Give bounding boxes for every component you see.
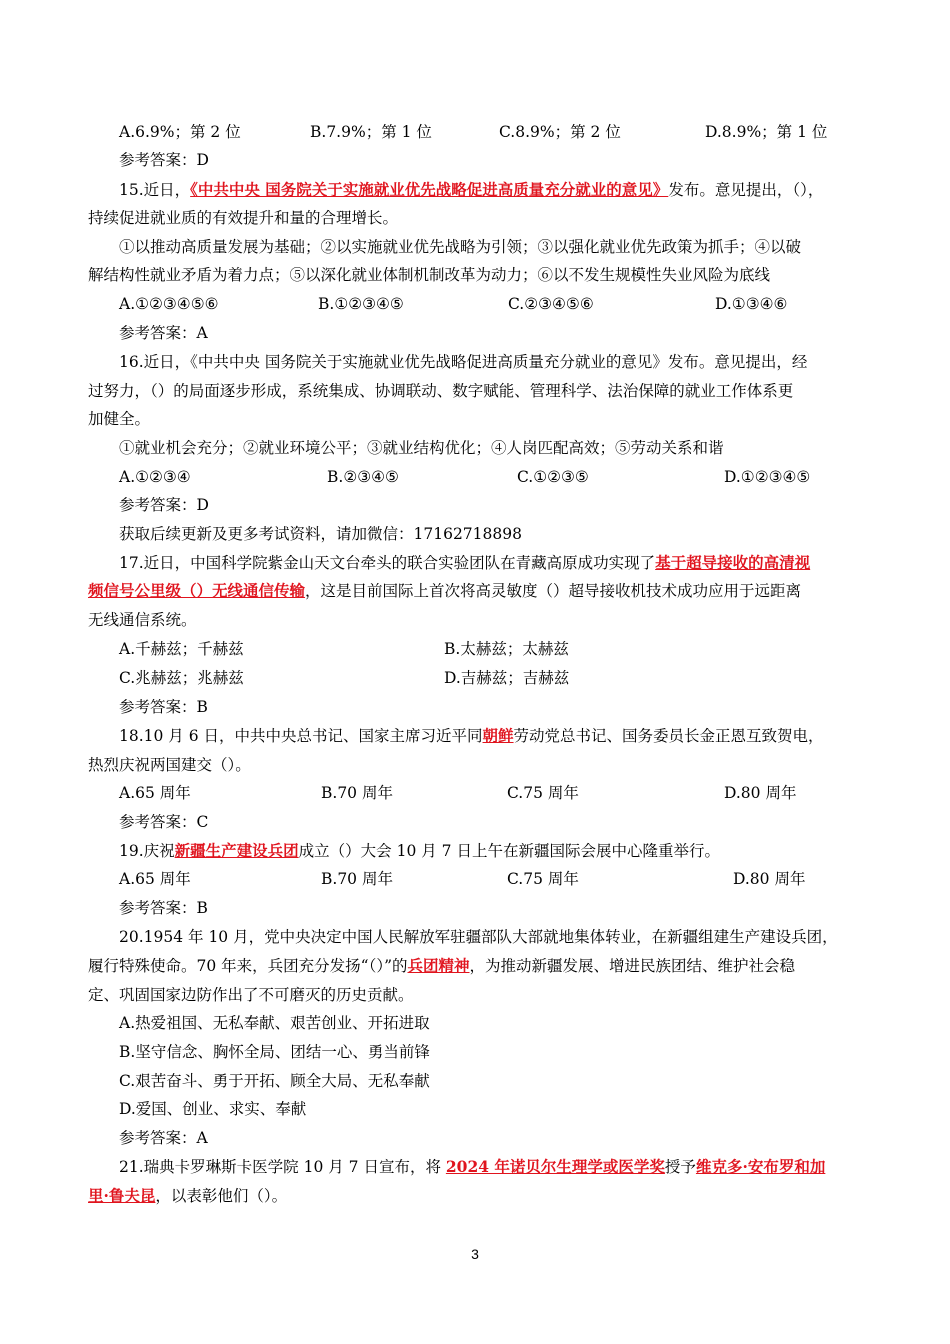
- q20-answer: 参考答案：A: [119, 1129, 208, 1147]
- q18-highlight: 朝鲜: [482, 726, 514, 745]
- q17-option-d: D.吉赫兹；吉赫兹: [444, 669, 570, 687]
- q14-option-a: A.6.9%；第 2 位: [119, 123, 241, 141]
- q19-prefix: 19.庆祝: [119, 842, 175, 860]
- q16-items: ①就业机会充分；②就业环境公平；③就业结构优化；④人岗匹配高效；⑤劳动关系和谐: [119, 439, 724, 457]
- q15-option-c: C.②③④⑤⑥: [508, 295, 594, 313]
- page-number: 3: [471, 1246, 479, 1262]
- q15-suffix: 发布。意见提出，（），: [668, 181, 824, 199]
- q19-option-d: D.80 周年: [733, 870, 806, 888]
- q21-highlight-names-part2: 里·鲁夫昆: [88, 1186, 156, 1205]
- q21-mid: 授予: [664, 1158, 696, 1176]
- q20-highlight: 兵团精神: [407, 956, 470, 975]
- q18-prefix: 18.10 月 6 日，中共中央总书记、国家主席习近平同: [119, 727, 483, 745]
- q21-prefix: 21.瑞典卡罗琳斯卡医学院 10 月 7 日宣布，将: [119, 1158, 446, 1176]
- q17-option-a: A.千赫兹；千赫兹: [119, 640, 244, 658]
- q19-option-c: C.75 周年: [507, 870, 579, 888]
- q15-line2: 持续促进就业质的有效提升和量的合理增长。: [88, 209, 399, 227]
- q21-highlight-prize: 2024 年诺贝尔生理学或医学奖: [445, 1157, 665, 1176]
- q19-line1: [119, 841, 720, 861]
- q20-option-a: A.热爱祖国、无私奉献、艰苦创业、开拓进取: [119, 1014, 430, 1032]
- q19-option-a: A.65 周年: [119, 870, 191, 888]
- q16-option-a: A.①②③④: [119, 468, 191, 486]
- q20-line1: 20.1954 年 10 月，党中央决定中国人民解放军驻疆部队大部就地集体转业，在新疆组建生产建设兵团，: [119, 928, 838, 946]
- q17-line3: 无线通信系统。: [88, 611, 197, 629]
- q15-option-d: D.①③④⑥: [715, 295, 788, 313]
- q20-option-c: C.艰苦奋斗、勇于开拓、顾全大局、无私奉献: [119, 1072, 430, 1090]
- q19-highlight: 新疆生产建设兵团: [174, 841, 299, 860]
- q21-highlight-names-part1: 维克多·安布罗和加: [695, 1157, 826, 1176]
- q18-line2: 热烈庆祝两国建交（）。: [88, 756, 251, 774]
- q15-option-a: A.①②③④⑤⑥: [119, 295, 219, 313]
- q19-suffix: 成立（）大会 10 月 7 日上午在新疆国际会展中心隆重举行。: [298, 842, 720, 860]
- q15-option-b: B.①②③④⑤: [318, 295, 404, 313]
- q15-answer: 参考答案：A: [119, 324, 208, 342]
- q18-option-b: B.70 周年: [321, 784, 393, 802]
- q17-highlight-part2: 频信号公里级（）无线通信传输: [88, 581, 306, 600]
- q19-option-b: B.70 周年: [321, 870, 393, 888]
- q20-option-d: D.爱国、创业、求实、奉献: [119, 1100, 307, 1118]
- q16-line1: 16.近日，《中共中央 国务院关于实施就业优先战略促进高质量充分就业的意见》发布。意见提出，经: [119, 353, 808, 371]
- q21-line2: [88, 1186, 287, 1206]
- q19-answer: 参考答案：B: [119, 899, 208, 917]
- q21-line1: [119, 1157, 825, 1177]
- q15-items-line1: ①以推动高质量发展为基础；②以实施就业优先战略为引领；③以强化就业优先政策为抓手；④以破: [119, 238, 802, 256]
- q14-answer: 参考答案：D: [119, 151, 209, 169]
- q18-line1: [119, 726, 824, 746]
- q17-line2: [88, 581, 801, 601]
- q20-line2: [88, 956, 795, 976]
- q15-line1: [119, 180, 823, 200]
- q20-option-b: B.坚守信念、胸怀全局、团结一心、勇当前锋: [119, 1043, 430, 1061]
- q16-option-c: C.①②③⑤: [517, 468, 589, 486]
- q15-highlight: 《中共中央 国务院关于实施就业优先战略促进高质量充分就业的意见》: [190, 180, 669, 199]
- q14-option-c: C.8.9%；第 2 位: [499, 123, 621, 141]
- q14-option-b: B.7.9%；第 1 位: [310, 123, 432, 141]
- q15-prefix: 15.近日，: [119, 181, 191, 199]
- q17-option-c: C.兆赫兹；兆赫兹: [119, 669, 244, 687]
- q17-line1: [119, 553, 810, 573]
- q15-items-line2: 解结构性就业矛盾为着力点；⑤以深化就业体制机制改革为动力；⑥以不发生规模性失业风险为底线: [88, 266, 771, 284]
- q20-line3: 定、巩固国家边防作出了不可磨灭的历史贡献。: [88, 986, 414, 1004]
- q16-answer: 参考答案：D: [119, 496, 209, 514]
- q17-option-b: B.太赫兹；太赫兹: [444, 640, 569, 658]
- q20-line2-suffix: ，为推动新疆发展、增进民族团结、维护社会稳: [469, 957, 796, 975]
- q16-option-b: B.②③④⑤: [327, 468, 399, 486]
- q16-line3: 加健全。: [88, 410, 151, 428]
- q18-option-c: C.75 周年: [507, 784, 579, 802]
- wechat-notice: 获取后续更新及更多考试资料，请加微信：17162718898: [119, 525, 522, 543]
- q18-option-d: D.80 周年: [724, 784, 797, 802]
- q18-option-a: A.65 周年: [119, 784, 191, 802]
- q17-suffix: ，这是目前国际上首次将高灵敏度（）超导接收机技术成功应用于远距离: [305, 582, 802, 600]
- q18-suffix: 劳动党总书记、国务委员长金正恩互致贺电，: [513, 727, 824, 745]
- q17-prefix: 17.近日，中国科学院紫金山天文台牵头的联合实验团队在青藏高原成功实现了: [119, 554, 656, 572]
- q14-option-d: D.8.9%；第 1 位: [705, 123, 828, 141]
- q20-line2-prefix: 履行特殊使命。70 年来，兵团充分发扬“（）”的: [88, 957, 408, 975]
- q16-line2: 过努力，（）的局面逐步形成，系统集成、协调联动、数字赋能、管理科学、法治保障的就业工作体系更: [88, 382, 794, 400]
- q17-answer: 参考答案：B: [119, 698, 208, 716]
- q17-highlight-part1: 基于超导接收的高清视: [655, 553, 811, 572]
- q16-option-d: D.①②③④⑤: [724, 468, 811, 486]
- q18-answer: 参考答案：C: [119, 813, 209, 831]
- q21-suffix: ，以表彰他们（）。: [155, 1187, 288, 1205]
